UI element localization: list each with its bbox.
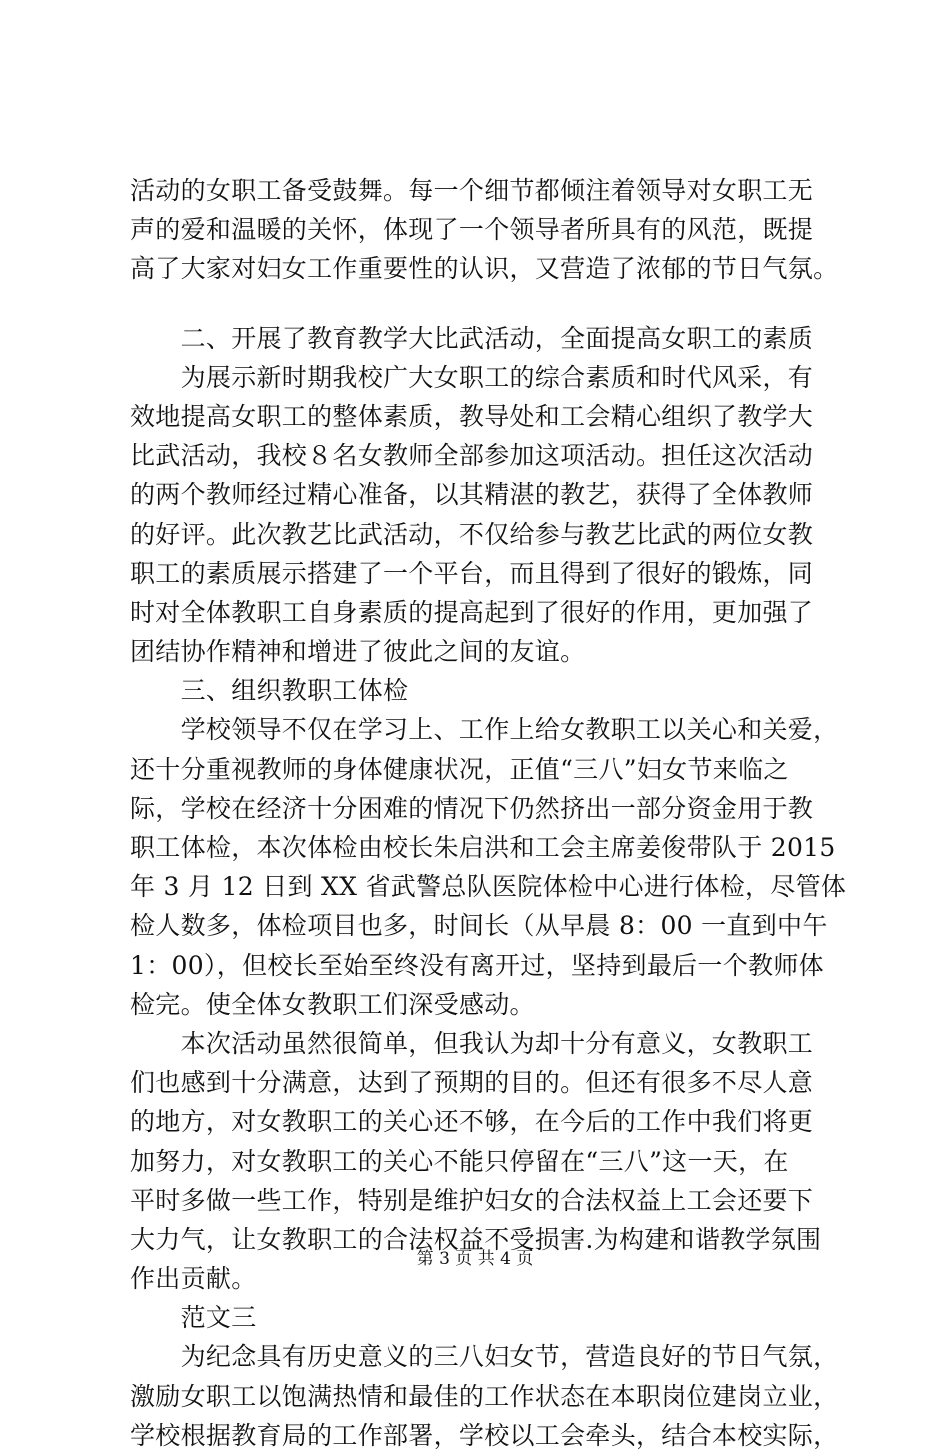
- text-line: 的好评。此次教艺比武活动，不仅给参与教艺比武的两位女教: [130, 519, 814, 549]
- text-line: 检完。使全体女教职工们深受感动。: [130, 989, 535, 1019]
- page-number: 第 3 页 共 4 页: [416, 1249, 534, 1269]
- text-line: 年 3 月 12 日到 XX 省武警总队医院体检中心进行体检，尽管体: [130, 872, 847, 902]
- text-line: 作出贡献。: [130, 1264, 257, 1294]
- text-line: 本次活动虽然很简单，但我认为却十分有意义，女教职工: [130, 1028, 814, 1058]
- page-footer: [0, 1244, 950, 1269]
- text-line: 效地提高女职工的整体素质，教导处和工会精心组织了教学大: [130, 401, 814, 431]
- text-line: 学校根据教育局的工作部署，学校以工会牵头，结合本校实际，: [130, 1420, 839, 1450]
- text-line: 时对全体教职工自身素质的提高起到了很好的作用，更加强了: [130, 597, 814, 627]
- text-line: 检人数多，体检项目也多，时间长（从早晨 8：00 一直到中午: [130, 911, 828, 941]
- text-line: 活动的女职工备受鼓舞。每一个细节都倾注着领导对女职工无: [130, 176, 814, 205]
- text-line: 激励女职工以饱满热情和最佳的工作状态在本职岗位建岗立业，: [130, 1381, 839, 1411]
- text-line: 的地方，对女教职工的关心还不够，在今后的工作中我们将更: [130, 1107, 814, 1137]
- text-line: 职工体检，本次体检由校长朱启洪和工会主席姜俊带队于 2015: [130, 833, 836, 862]
- text-line: 声的爱和温暖的关怀，体现了一个领导者所具有的风范，既提: [130, 215, 814, 245]
- text-line: 的两个教师经过精心准备，以其精湛的教艺，获得了全体教师: [130, 480, 814, 510]
- text-line: 大力气，让女教职工的合法权益不受损害.为构建和谐教学氛围: [130, 1224, 822, 1254]
- section-heading: 二、开展了教育教学大比武活动，全面提高女职工的素质: [130, 323, 814, 353]
- section-heading: 三、组织教职工体检: [130, 676, 409, 706]
- text-line: 高了大家对妇女工作重要性的认识，又营造了浓郁的节日气氛。: [130, 254, 839, 284]
- text-line: 团结协作精神和增进了彼此之间的友谊。: [130, 637, 586, 667]
- paragraph-gap: [130, 289, 854, 319]
- text-line: 加努力，对女教职工的关心不能只停留在“三八”这一天，在: [130, 1146, 789, 1176]
- text-line: 职工的素质展示搭建了一个平台，而且得到了很好的锻炼，同: [130, 558, 814, 588]
- text-line: 际，学校在经济十分困难的情况下仍然挤出一部分资金用于教: [130, 793, 814, 823]
- text-line: 为纪念具有历史意义的三八妇女节，营造良好的节日气氛，: [130, 1342, 839, 1372]
- text-line: 学校领导不仅在学习上、工作上给女教职工以关心和关爱，: [130, 715, 839, 745]
- text-line: 比武活动，我校８名女教师全部参加这项活动。担任这次活动: [130, 441, 814, 471]
- text-line: 们也感到十分满意，达到了预期的目的。但还有很多不尽人意: [130, 1068, 814, 1098]
- text-line: 平时多做一些工作，特别是维护妇女的合法权益上工会还要下: [130, 1185, 814, 1215]
- text-line: 为展示新时期我校广大女职工的综合素质和时代风采，有: [130, 362, 814, 392]
- text-line: 还十分重视教师的身体健康状况，正值“三八”妇女节来临之: [130, 754, 789, 784]
- section-heading: 范文三: [130, 1303, 257, 1333]
- text-line: 1：00），但校长至始至终没有离开过，坚持到最后一个教师体: [130, 950, 824, 980]
